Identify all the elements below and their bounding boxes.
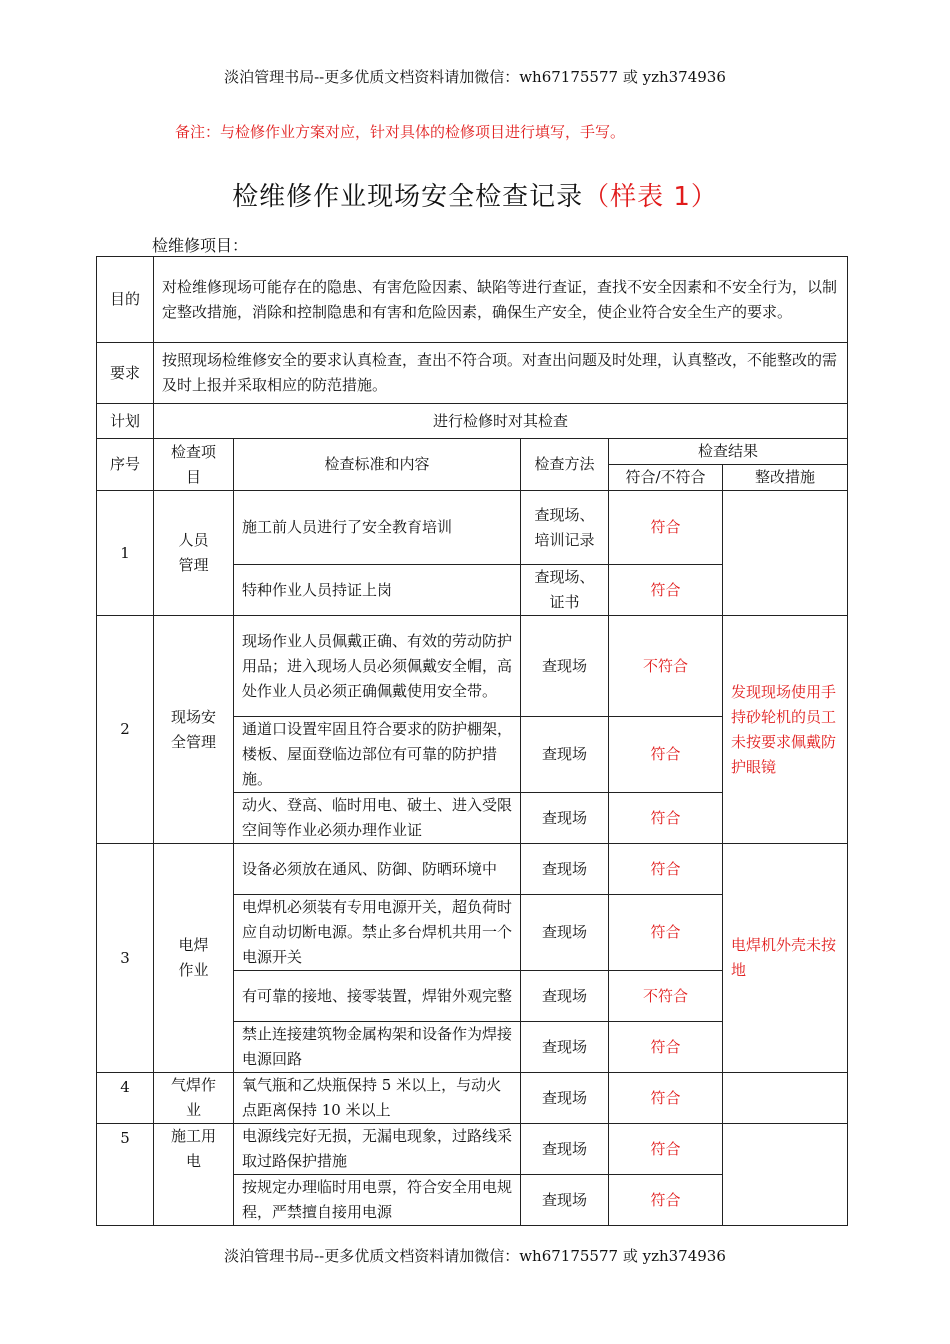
method-cell: 查现场 bbox=[521, 717, 609, 793]
method-cell: 查现场 bbox=[521, 971, 609, 1022]
requirement-row bbox=[97, 343, 848, 404]
result-cell: 符合 bbox=[609, 1073, 723, 1124]
col-seq: 序号 bbox=[97, 439, 154, 491]
seq-cell: 2 bbox=[97, 616, 154, 844]
requirement-label: 要求 bbox=[97, 343, 154, 404]
project-label: 检维修项目： bbox=[152, 236, 249, 255]
purpose-text: 对检维修现场可能存在的隐患、有害危险因素、缺陷等进行查证，查找不安全因素和不安全行为，以制定整改措施，消除和控制隐患和有害和危险因素，确保生产安全，使企业符合安全生产的要求。 bbox=[154, 257, 848, 343]
method-cell: 查现场 bbox=[521, 1175, 609, 1226]
method-cell: 查现场 bbox=[521, 616, 609, 717]
measure-cell bbox=[723, 1073, 848, 1124]
col-standard: 检查标准和内容 bbox=[234, 439, 521, 491]
result-cell: 符合 bbox=[609, 793, 723, 844]
item-cell: 现场安全管理 bbox=[154, 616, 234, 844]
column-header-row bbox=[97, 439, 848, 465]
method-cell: 查现场 bbox=[521, 1022, 609, 1073]
method-cell: 查现场 bbox=[521, 793, 609, 844]
col-method: 检查方法 bbox=[521, 439, 609, 491]
col-result: 检查结果 bbox=[609, 439, 848, 465]
page-footer: 淡泊管理书局--更多优质文档资料请加微信：wh67175577 或 yzh374936 bbox=[224, 1247, 726, 1265]
standard-cell: 设备必须放在通风、防御、防晒环境中 bbox=[234, 844, 521, 895]
standard-cell: 禁止连接建筑物金属构架和设备作为焊接电源回路 bbox=[234, 1022, 521, 1073]
method-cell: 查现场 bbox=[521, 895, 609, 971]
seq-cell: 4 bbox=[97, 1073, 154, 1124]
result-cell: 符合 bbox=[609, 1175, 723, 1226]
result-cell: 符合 bbox=[609, 895, 723, 971]
purpose-row bbox=[97, 257, 848, 343]
standard-cell: 电源线完好无损，无漏电现象，过路线采取过路保护措施 bbox=[234, 1124, 521, 1175]
item-cell: 电焊作业 bbox=[154, 844, 234, 1073]
table-row bbox=[97, 1073, 848, 1124]
plan-label: 计划 bbox=[97, 404, 154, 439]
standard-cell: 通道口设置牢固且符合要求的防护棚架，楼板、屋面登临边部位有可靠的防护措施。 bbox=[234, 717, 521, 793]
seq-cell: 3 bbox=[97, 844, 154, 1073]
standard-cell: 氧气瓶和乙炔瓶保持 5 米以上，与动火点距离保持 10 米以上 bbox=[234, 1073, 521, 1124]
item-cell: 气焊作业 bbox=[154, 1073, 234, 1124]
col-measure: 整改措施 bbox=[723, 465, 848, 491]
result-cell: 符合 bbox=[609, 565, 723, 616]
seq-cell: 5 bbox=[97, 1124, 154, 1226]
method-cell: 查现场、培训记录 bbox=[521, 491, 609, 565]
title-sample: （样表 1） bbox=[583, 182, 718, 212]
method-cell: 查现场 bbox=[521, 844, 609, 895]
result-cell: 符合 bbox=[609, 1124, 723, 1175]
seq-cell: 1 bbox=[97, 491, 154, 616]
inspection-table bbox=[96, 256, 848, 1226]
item-cell: 人员管理 bbox=[154, 491, 234, 616]
result-cell: 不符合 bbox=[609, 616, 723, 717]
standard-cell: 按规定办理临时用电票，符合安全用电规程，严禁擅自接用电源 bbox=[234, 1175, 521, 1226]
result-cell: 符合 bbox=[609, 1022, 723, 1073]
result-cell: 符合 bbox=[609, 844, 723, 895]
table-row bbox=[97, 616, 848, 717]
table-row bbox=[97, 491, 848, 565]
page-header: 淡泊管理书局--更多优质文档资料请加微信：wh67175577 或 yzh374936 bbox=[224, 68, 726, 86]
plan-text: 进行检修时对其检查 bbox=[154, 404, 848, 439]
result-cell: 符合 bbox=[609, 491, 723, 565]
page-title bbox=[0, 176, 950, 213]
standard-cell: 现场作业人员佩戴正确、有效的劳动防护用品；进入现场人员必须佩戴安全帽，高处作业人员必须正确佩戴使用安全带。 bbox=[234, 616, 521, 717]
standard-cell: 特种作业人员持证上岗 bbox=[234, 565, 521, 616]
method-cell: 查现场 bbox=[521, 1124, 609, 1175]
result-cell: 符合 bbox=[609, 717, 723, 793]
standard-cell: 施工前人员进行了安全教育培训 bbox=[234, 491, 521, 565]
measure-cell bbox=[723, 1124, 848, 1226]
purpose-label: 目的 bbox=[97, 257, 154, 343]
method-cell: 查现场、证书 bbox=[521, 565, 609, 616]
table-row bbox=[97, 1124, 848, 1175]
standard-cell: 动火、登高、临时用电、破土、进入受限空间等作业必须办理作业证 bbox=[234, 793, 521, 844]
standard-cell: 电焊机必须装有专用电源开关，超负荷时应自动切断电源。禁止多台焊机共用一个电源开关 bbox=[234, 895, 521, 971]
table-row bbox=[97, 844, 848, 895]
standard-cell: 有可靠的接地、接零装置，焊钳外观完整 bbox=[234, 971, 521, 1022]
measure-cell: 发现现场使用手持砂轮机的员工未按要求佩戴防护眼镜 bbox=[723, 616, 848, 844]
item-cell: 施工用电 bbox=[154, 1124, 234, 1226]
requirement-text: 按照现场检维修安全的要求认真检查，查出不符合项。对查出问题及时处理，认真整改，不能整改的需及时上报并采取相应的防范措施。 bbox=[154, 343, 848, 404]
plan-row bbox=[97, 404, 848, 439]
col-item: 检查项目 bbox=[154, 439, 234, 491]
measure-cell bbox=[723, 491, 848, 616]
title-main: 检维修作业现场安全检查记录 bbox=[232, 182, 584, 212]
remark-note: 备注：与检修作业方案对应，针对具体的检修项目进行填写，手写。 bbox=[175, 123, 626, 141]
col-conform: 符合/不符合 bbox=[609, 465, 723, 491]
measure-cell: 电焊机外壳未按地 bbox=[723, 844, 848, 1073]
result-cell: 不符合 bbox=[609, 971, 723, 1022]
method-cell: 查现场 bbox=[521, 1073, 609, 1124]
